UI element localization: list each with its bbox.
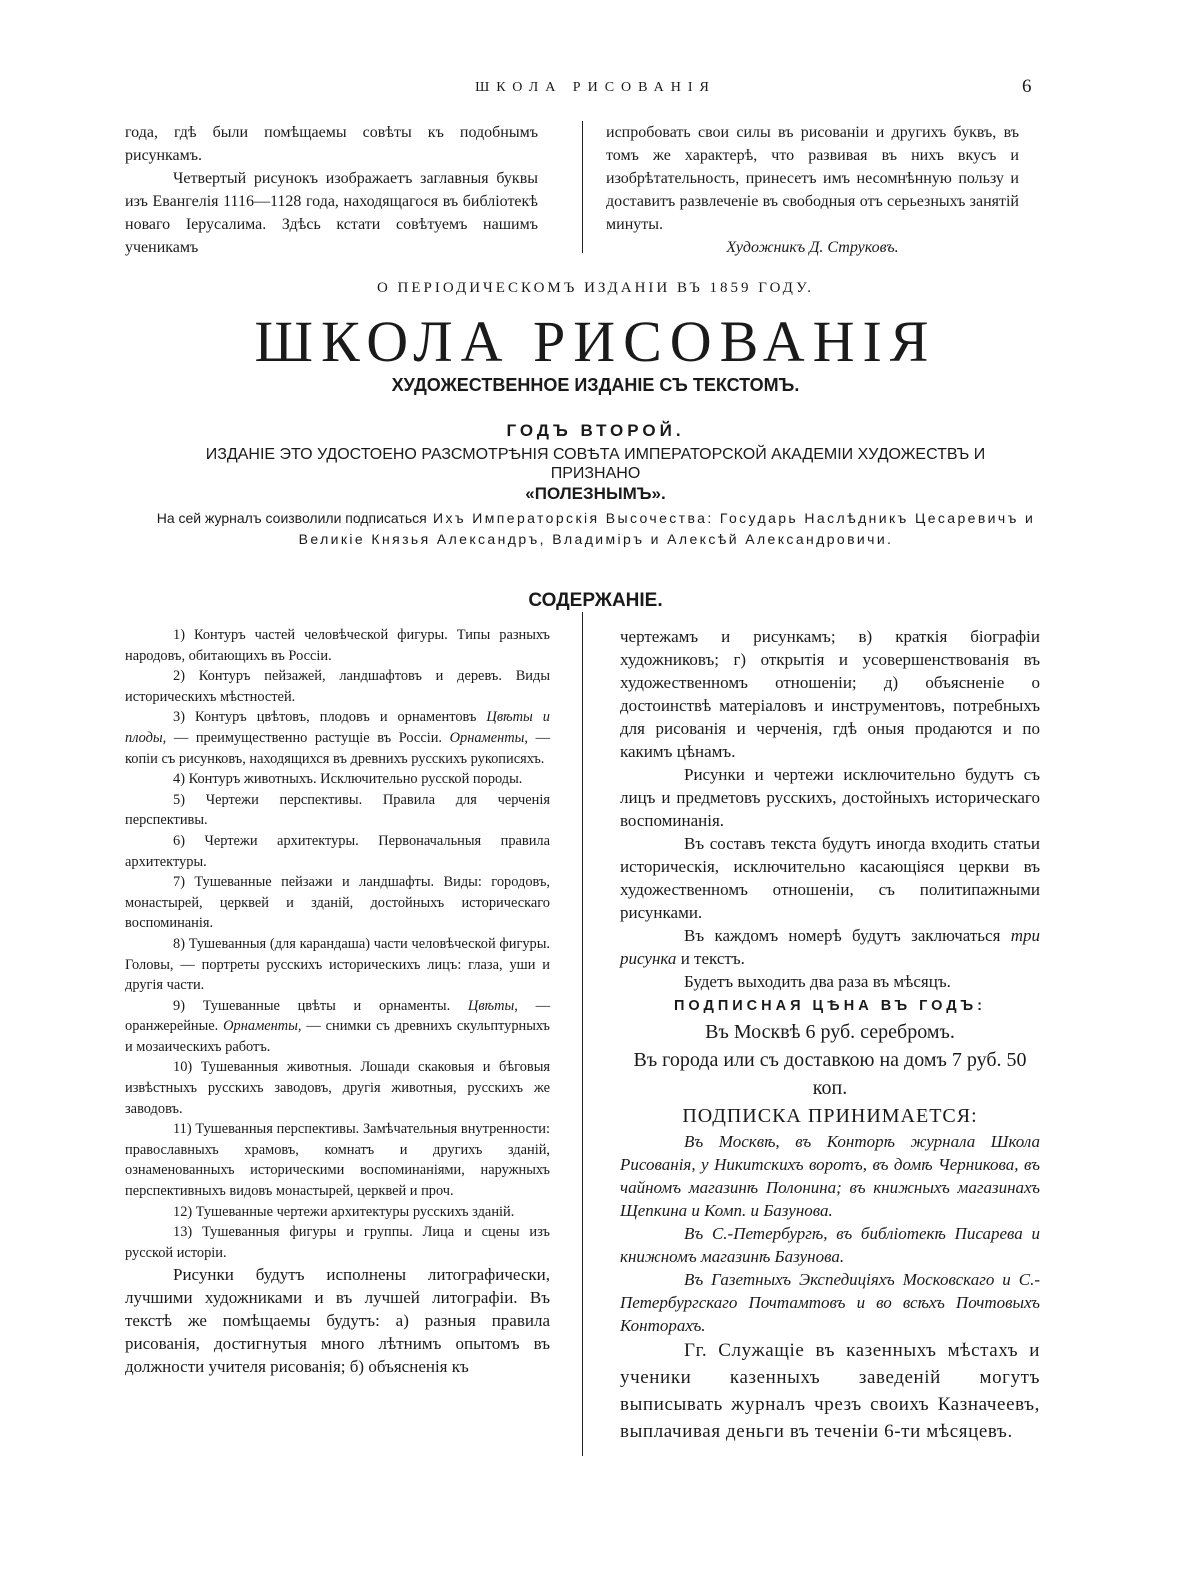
- right-column: [620, 625, 1040, 1445]
- paragraph: чертежамъ и рисункамъ; в) краткія біографіи художниковъ; г) открытія и усовершенствованія въ художественномъ отношеніи; д) объясненіе о достоинствѣ матеріаловъ и инструментовъ, потребныхъ для рисованія и черченія, гдѣ оныя продаются и по какимъ цѣнамъ.: [620, 627, 1040, 761]
- paragraph: года, гдѣ были помѣщаемы совѣты къ подобнымъ рисункамъ.: [125, 124, 538, 164]
- subscription-moscow: Въ Москвѣ, въ Конторѣ журнала Школа Рисованія, у Никитскихъ воротъ, въ домѣ Черникова, въ чайномъ магазинѣ Полонина; въ книжныхъ магазинахъ Щепкина и Комп. и Базунова.: [620, 1132, 1040, 1220]
- text-run: 3) Контуръ цвѣтовъ, плодовъ и орнаментовъ: [173, 709, 477, 726]
- column-divider: [582, 121, 583, 253]
- contents-item: 8) Тушеванныя (для карандаша) части человѣческой фигуры. Головы, — портреты русскихъ историческихъ лицъ: глаза, уши и другія части.: [125, 935, 550, 994]
- price-cities: Въ города или съ доставкою на домъ 7 руб. 50 коп.: [633, 1049, 1027, 1099]
- paragraph: Будетъ выходить два раза въ мѣсяцъ.: [684, 972, 951, 991]
- subscription-heading: ПОДПИСКА ПРИНИМАЕТСЯ:: [682, 1105, 978, 1127]
- contents-item: 13) Тушеванныя фигуры и группы. Лица и сцены изъ русской исторіи.: [125, 1224, 550, 1261]
- announcement-kicker: О ПЕРІОДИЧЕСКОМЪ ИЗДАНІИ ВЪ 1859 ГОДУ.: [376, 280, 815, 296]
- top-right-column: [606, 121, 1019, 259]
- italic-run: Цвѣты и плоды,: [125, 709, 550, 746]
- contents-item: 1) Контуръ частей человѣческой фигуры. Типы разныхъ народовъ, обитающихъ въ Россіи.: [125, 627, 550, 664]
- masthead-title: ШКОЛА РИСОВАНІЯ: [254, 309, 937, 374]
- contents-item: 11) Тушеванныя перспективы. Замѣчательныя внутренности: православныхъ храмовъ, комнатъ и другихъ зданій, ознаменованныхъ историческими воспоминаніями, наружныхъ перспективныхъ видовъ монастырей, церквей и проч.: [125, 1121, 550, 1200]
- contents-item: [125, 996, 550, 1058]
- italic-run: Цвѣты,: [467, 997, 518, 1014]
- contents-item: 4) Контуръ животныхъ. Исключительно русской породы.: [173, 771, 523, 788]
- column-divider: [582, 612, 583, 1456]
- page-number: 6: [1022, 76, 1032, 97]
- text-run: — преимущественно растущіе въ Россіи.: [173, 729, 443, 746]
- paragraph: Въ составъ текста будутъ иногда входить статьи историческія, исключительно касающіяся церкви въ художественномъ отношеніи, съ политипажными рисунками.: [620, 834, 1040, 922]
- text-run: — оранжерейные.: [125, 997, 551, 1035]
- contents-item: 6) Чертежи архитектуры. Первоначальныя правила архитектуры.: [125, 832, 550, 870]
- volume-year: ГОДЪ ВТОРОЙ.: [506, 421, 685, 440]
- text-run: Въ каждомъ номерѣ будутъ заключаться: [684, 926, 1001, 945]
- contents-item: 5) Чертежи перспективы. Правила для черченія перспективы.: [125, 791, 550, 829]
- masthead-subtitle: ХУДОЖЕСТВЕННОЕ ИЗДАНІЕ СЪ ТЕКСТОМЪ.: [391, 375, 800, 395]
- top-left-column: [125, 121, 538, 259]
- contents-item: 12) Тушеванные чертежи архитектуры русскихъ зданій.: [173, 1203, 515, 1220]
- paragraph: Рисунки и чертежи исключительно будутъ съ лицъ и предметовъ русскихъ, достойныхъ историческаго воспоминанія.: [620, 765, 1040, 830]
- text-run: 9) Тушеванные цвѣты и орнаменты.: [173, 997, 451, 1014]
- subscription-spb: Въ С.-Петербургѣ, въ библіотекѣ Писарева и книжномъ магазинѣ Базунова.: [620, 1224, 1040, 1266]
- approval-verdict: «ПОЛЕЗНЫМЪ».: [525, 484, 666, 503]
- author-signature: Художникъ Д. Струковъ.: [726, 239, 899, 256]
- contents-item: 7) Тушеванные пейзажи и ландшафты. Виды: городовъ, монастырей, церквей и зданій, достойныхъ историческаго воспоминанія.: [125, 874, 550, 932]
- text-run: — копіи съ рисунковъ, находящихся въ древнихъ русскихъ рукописяхъ.: [125, 729, 550, 767]
- contents-list: [125, 625, 550, 1378]
- officials-note: Гг. Служащіе въ казенныхъ мѣстахъ и ученики казенныхъ заведеній могутъ выписывать журналъ чрезъ своихъ Казначеевъ, выплачивая деньги въ теченіи 6-ти мѣсяцевъ.: [620, 1340, 1040, 1442]
- contents-item: [125, 707, 550, 769]
- italic-run: Орнаменты,: [449, 729, 528, 746]
- paragraph: испробовать свои силы въ рисованіи и другихъ буквъ, въ томъ же характерѣ, что развивая въ нихъ вкусъ и изобрѣтательность, принесетъ имъ несомнѣнную пользу и доставитъ развлеченіе въ свободныя отъ серьезныхъ занятій минуты.: [606, 124, 1019, 233]
- running-title: ШКОЛА РИСОВАНІЯ: [475, 80, 716, 95]
- paragraph: Четвертый рисунокъ изображаетъ заглавныя буквы изъ Евангелія 1116—1128 года, находящагося въ библіотекѣ новаго Іерусалима. Здѣсь кстати совѣтуемъ нашимъ ученикамъ: [125, 170, 538, 256]
- italic-run: три рисунка: [620, 926, 1040, 968]
- text-run: — снимки съ древнихъ скульптурныхъ и мозаическихъ работъ.: [125, 1018, 550, 1055]
- patrons-note: [146, 508, 1046, 550]
- contents-heading: СОДЕРЖАНІЕ.: [528, 590, 663, 611]
- contents-item: 2) Контуръ пейзажей, ландшафтовъ и деревъ. Виды историческихъ мѣстностей.: [125, 668, 550, 705]
- price-heading: ПОДПИСНАЯ ЦѢНА ВЪ ГОДЪ:: [674, 998, 986, 1014]
- academy-approval: ИЗДАНІЕ ЭТО УДОСТОЕНО РАЗСМОТРѢНІЯ СОВѢТА ИМПЕРАТОРСКОЙ АКАДЕМІИ ХУДОЖЕСТВЪ И ПРИЗНАНО: [205, 446, 986, 482]
- paragraph: [620, 924, 1040, 970]
- subscription-post: Въ Газетныхъ Экспедиціяхъ Московскаго и С.-Петербургскаго Почтамтовъ и во всѣхъ Почтовыхъ Конторахъ.: [620, 1270, 1040, 1335]
- contents-item: 10) Тушеванныя животныя. Лошади скаковыя и бѣговыя извѣстныхъ русскихъ заводовъ, другія животныя, русскихъ же заводовъ.: [125, 1059, 550, 1117]
- paragraph: Рисунки будутъ исполнены литографически, лучшими художниками и въ лучшей литографіи. Въ текстѣ же помѣщаемы будутъ: а) разныя правила рисованія, достигнутыя много лѣтнимъ опытомъ въ должности учителя рисованія; б) объясненія къ: [125, 1265, 550, 1377]
- patrons-names: Ихъ Императорскія Высочества: Государь Наслѣдникъ Цесаревичъ и Великіе Князья Александръ, Владиміръ и Алексѣй Александровичи.: [298, 510, 1036, 547]
- text-run: и текстъ.: [680, 949, 745, 968]
- patrons-lead: На сей журналъ соизволили подписаться: [156, 510, 427, 526]
- italic-run: Орнаменты,: [223, 1018, 302, 1035]
- price-moscow: Въ Москвѣ 6 руб. серебромъ.: [705, 1021, 955, 1043]
